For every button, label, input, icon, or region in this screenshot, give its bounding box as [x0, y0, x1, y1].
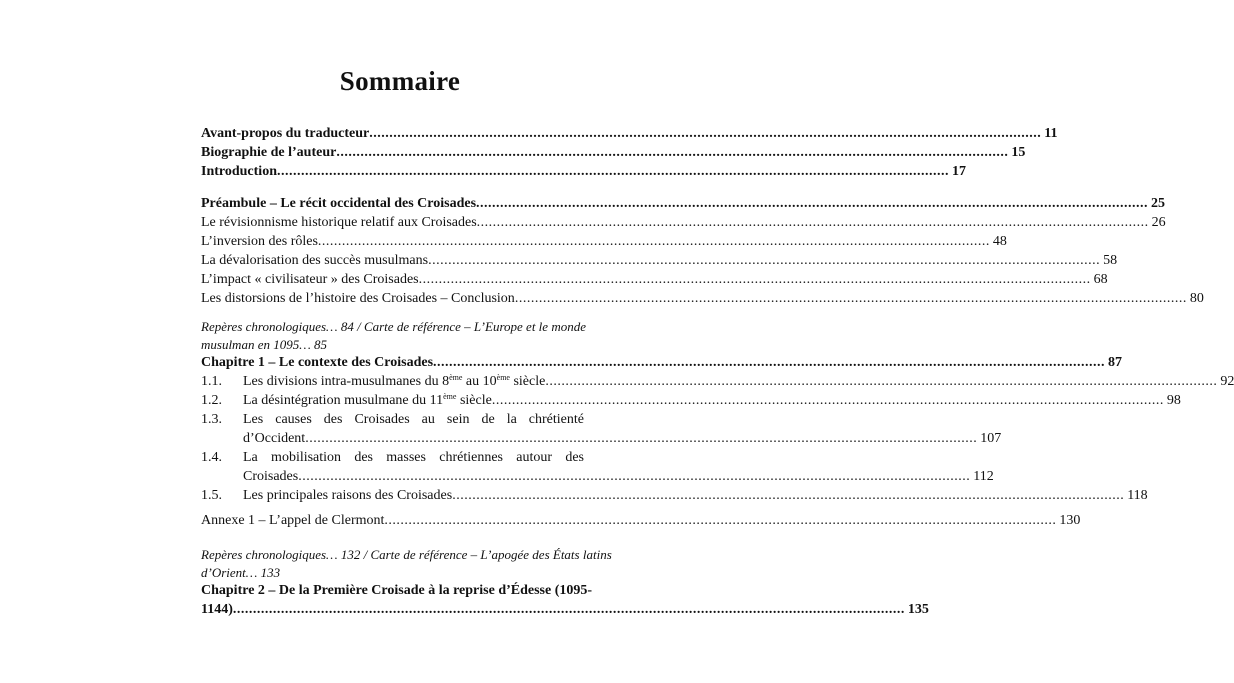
toc-leader: ........................................................................................................................................................................: [428, 253, 1101, 268]
toc-subsection-entry: [201, 486, 1148, 505]
toc-page-number: 48: [992, 234, 1007, 249]
toc-entry-label: Biographie de l’auteur: [201, 145, 337, 160]
toc-chapter-2-section: [201, 581, 929, 619]
toc-chapter-1-section: [201, 353, 1234, 505]
toc-entry-label: 1144): [201, 602, 233, 617]
toc-annexe-1: [201, 511, 1081, 530]
toc-entry: [201, 124, 1058, 143]
toc-page-number: 107: [980, 431, 1002, 446]
toc-entry-label: Chapitre 2 – De la Première Croisade à la reprise d’Édesse (1095-: [201, 583, 593, 598]
toc-entry-label: L’inversion des rôles: [201, 234, 318, 249]
toc-entry-label: L’impact « civilisateur » des Croisades: [201, 272, 419, 287]
chronology-note-1: [201, 318, 584, 354]
toc-entry-label: Préambule – Le récit occidental des Croisades: [201, 196, 477, 211]
toc-page-number: 25: [1151, 196, 1166, 211]
toc-subsection-entry: [201, 410, 584, 429]
toc-leader: ........................................................................................................................................................................: [317, 234, 990, 249]
toc-leader: ........................................................................................................................................................................: [384, 513, 1057, 528]
toc-entry-label: Les principales raisons des Croisades: [243, 488, 453, 503]
subsection-number: 1.1.: [201, 374, 222, 389]
toc-entry-label: d’Occident: [243, 431, 306, 446]
toc-entry-label: Croisades: [243, 469, 299, 484]
toc-entry-label: Chapitre 1 – Le contexte des Croisades: [201, 355, 434, 370]
toc-leader: ........................................................................................................................................................................: [452, 488, 1125, 503]
toc-leader: ........................................................................................................................................................................: [369, 126, 1042, 141]
toc-leader: ........................................................................................................................................................................: [545, 374, 1218, 389]
toc-chapter-heading-continuation: [201, 600, 929, 619]
toc-entry-label: La dévalorisation des succès musulmans: [201, 253, 429, 268]
toc-entry-label: Annexe 1 – L’appel de Clermont: [201, 513, 385, 528]
toc-page-number: 11: [1044, 126, 1058, 141]
toc-page-number: 135: [907, 602, 929, 617]
toc-leader: ........................................................................................................................................................................: [491, 393, 1164, 408]
subsection-number: 1.5.: [201, 488, 222, 503]
toc-page-number: 80: [1189, 291, 1204, 306]
toc-subsection-continuation: [201, 429, 1002, 448]
chronology-note-2: [201, 546, 612, 582]
toc-entry-label: La mobilisation des masses chrétiennes autour des: [243, 450, 584, 465]
toc-leader: ........................................................................................................................................................................: [232, 602, 905, 617]
toc-page-number: 68: [1093, 272, 1108, 287]
toc-entry: [201, 289, 1204, 308]
toc-leader: ........................................................................................................................................................................: [336, 145, 1009, 160]
toc-leader: ........................................................................................................................................................................: [476, 215, 1149, 230]
toc-page-number: 92: [1220, 374, 1234, 389]
toc-page-number: 87: [1108, 355, 1123, 370]
toc-entry-label: Les distorsions de l’histoire des Croisades – Conclusion: [201, 291, 515, 306]
toc-subsection-entry: [201, 372, 1234, 391]
subsection-number: 1.3.: [201, 412, 222, 427]
toc-leader: ........................................................................................................................................................................: [298, 469, 971, 484]
toc-page-number: 15: [1011, 145, 1026, 160]
toc-subsection-entry: [201, 448, 584, 467]
toc-page-number: 17: [951, 164, 966, 179]
toc-front-matter: [201, 124, 1058, 181]
toc-subsection-entry: [201, 391, 1181, 410]
toc-chapter-heading: [201, 581, 593, 600]
toc-entry: [201, 213, 1166, 232]
chronology-note-line: Repères chronologiques… 132 / Carte de référence – L’apogée des États latins: [201, 547, 612, 562]
toc-page-number: 98: [1166, 393, 1181, 408]
toc-entry-label: Les causes des Croisades au sein de la chrétienté: [243, 412, 584, 427]
subsection-number: 1.2.: [201, 393, 222, 408]
toc-page-number: 118: [1127, 488, 1148, 503]
toc-leader: ........................................................................................................................................................................: [276, 164, 949, 179]
toc-leader: ........................................................................................................................................................................: [476, 196, 1149, 211]
toc-page-number: 112: [973, 469, 994, 484]
toc-leader: ........................................................................................................................................................................: [514, 291, 1187, 306]
toc-entry-label: Introduction: [201, 164, 277, 179]
toc-entry-label: Avant-propos du traducteur: [201, 126, 370, 141]
toc-entry-label: La désintégration musulmane du 11ème siècle: [243, 392, 492, 408]
toc-entry: [201, 162, 966, 181]
toc-entry-label: Le révisionnisme historique relatif aux Croisades: [201, 215, 477, 230]
toc-entry-label: Les divisions intra-musulmanes du 8ème au 10ème siècle: [243, 373, 546, 389]
toc-page-number: 130: [1059, 513, 1081, 528]
toc-entry: [201, 511, 1081, 530]
toc-entry: [201, 270, 1108, 289]
toc-entry: [201, 232, 1007, 251]
subsection-number: 1.4.: [201, 450, 222, 465]
toc-chapter-heading: [201, 353, 1123, 372]
toc-leader: ........................................................................................................................................................................: [433, 355, 1106, 370]
toc-subsection-continuation: [201, 467, 994, 486]
toc-entry: [201, 251, 1118, 270]
toc-page-number: 58: [1103, 253, 1118, 268]
chronology-note-line: Repères chronologiques… 84 / Carte de référence – L’Europe et le monde: [201, 319, 586, 334]
toc-leader: ........................................................................................................................................................................: [418, 272, 1091, 287]
toc-page-number: 26: [1151, 215, 1166, 230]
chronology-note-line: d’Orient… 133: [201, 565, 281, 580]
chronology-note-line: musulman en 1095… 85: [201, 337, 328, 352]
toc-section-heading: [201, 194, 1166, 213]
toc-leader: ........................................................................................................................................................................: [305, 431, 978, 446]
page-title: Sommaire: [339, 66, 461, 96]
toc-preambule-section: [201, 194, 1204, 308]
toc-entry: [201, 143, 1026, 162]
